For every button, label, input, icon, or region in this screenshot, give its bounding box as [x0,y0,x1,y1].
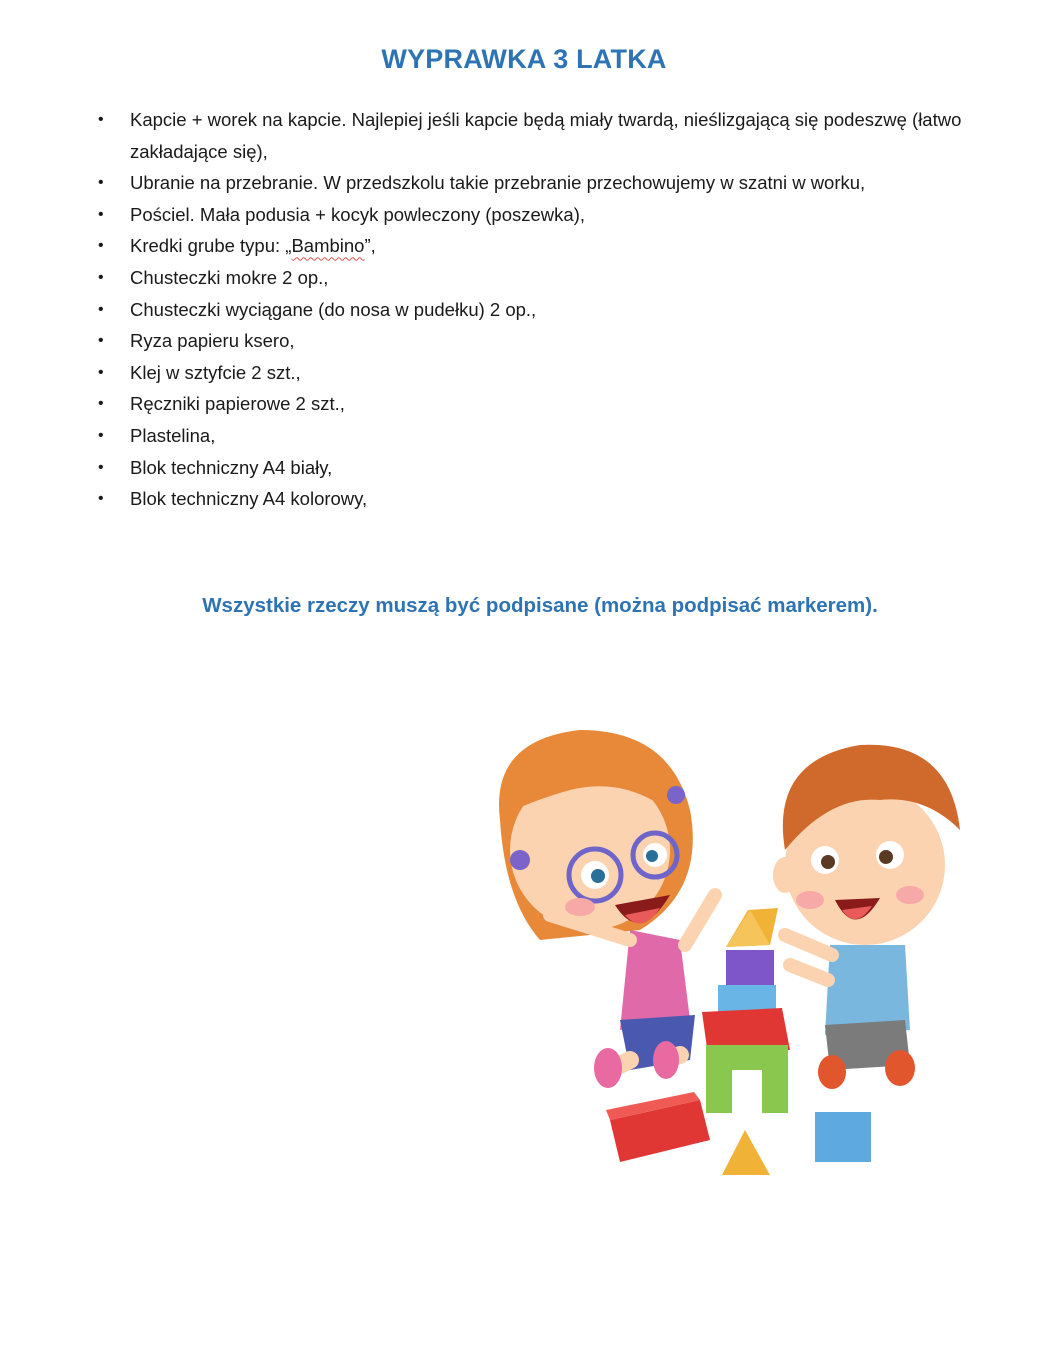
list-item [96,294,976,326]
bullet-icon: • [98,332,104,350]
list-item [96,104,976,167]
list-item-text: Pościel. Mała podusia + kocyk powleczony (poszewka), [130,203,586,225]
list-item [96,167,976,199]
list-item-prefix: Kredki grube typu: „ [130,235,292,257]
bullet-icon: • [98,458,104,476]
list-item [96,262,976,294]
bullet-icon: • [98,174,104,192]
spellcheck-word: Bambino [291,235,365,257]
list-item-text: Blok techniczny A4 biały, [130,456,333,478]
list-item [96,357,976,389]
list-item [96,483,976,515]
list-item [96,199,976,231]
bullet-icon: • [98,490,104,508]
bullet-icon: • [98,268,104,286]
list-item [96,452,976,484]
bullet-icon: • [98,237,104,255]
list-item-text: Plastelina, [130,424,216,446]
page-title: WYPRAWKA 3 LATKA [381,44,667,74]
list-item-text: Chusteczki wyciągane (do nosa w pudełku) 2 op., [130,298,537,320]
supply-list [96,104,976,515]
list-item [96,325,976,357]
block-tower [702,908,790,1113]
list-item-text: Blok techniczny A4 kolorowy, [130,488,368,510]
list-item-text: Klej w sztyfcie 2 szt., [130,361,301,383]
list-item-text: Kapcie + worek na kapcie. Najlepiej jeśli kapcie będą miały twardą, nieślizgającą się podeszwę (łatwo zakładające się), [130,109,962,162]
bullet-icon: • [98,300,104,318]
bullet-icon: • [98,205,104,223]
list-item-text: Ubranie na przebranie. W przedszkolu takie przebranie przechowujemy w szatni w worku, [130,172,866,194]
list-item-text: Ręczniki papierowe 2 szt., [130,393,345,415]
boy-figure [773,745,960,1089]
girl-figure [499,730,715,1088]
children-playing-with-blocks-illustration [480,700,1000,1200]
bullet-icon: • [98,426,104,444]
list-item-text: Ryza papieru ksero, [130,330,295,352]
list-item-suffix: ”, [364,235,376,257]
list-item [96,230,976,262]
list-item-text: Chusteczki mokre 2 op., [130,266,329,288]
list-item [96,420,976,452]
list-item [96,388,976,420]
bullet-icon: • [98,363,104,381]
bullet-icon: • [98,111,104,128]
bullet-icon: • [98,395,104,413]
signing-note: Wszystkie rzeczy muszą być podpisane (można podpisać markerem). [202,594,878,617]
